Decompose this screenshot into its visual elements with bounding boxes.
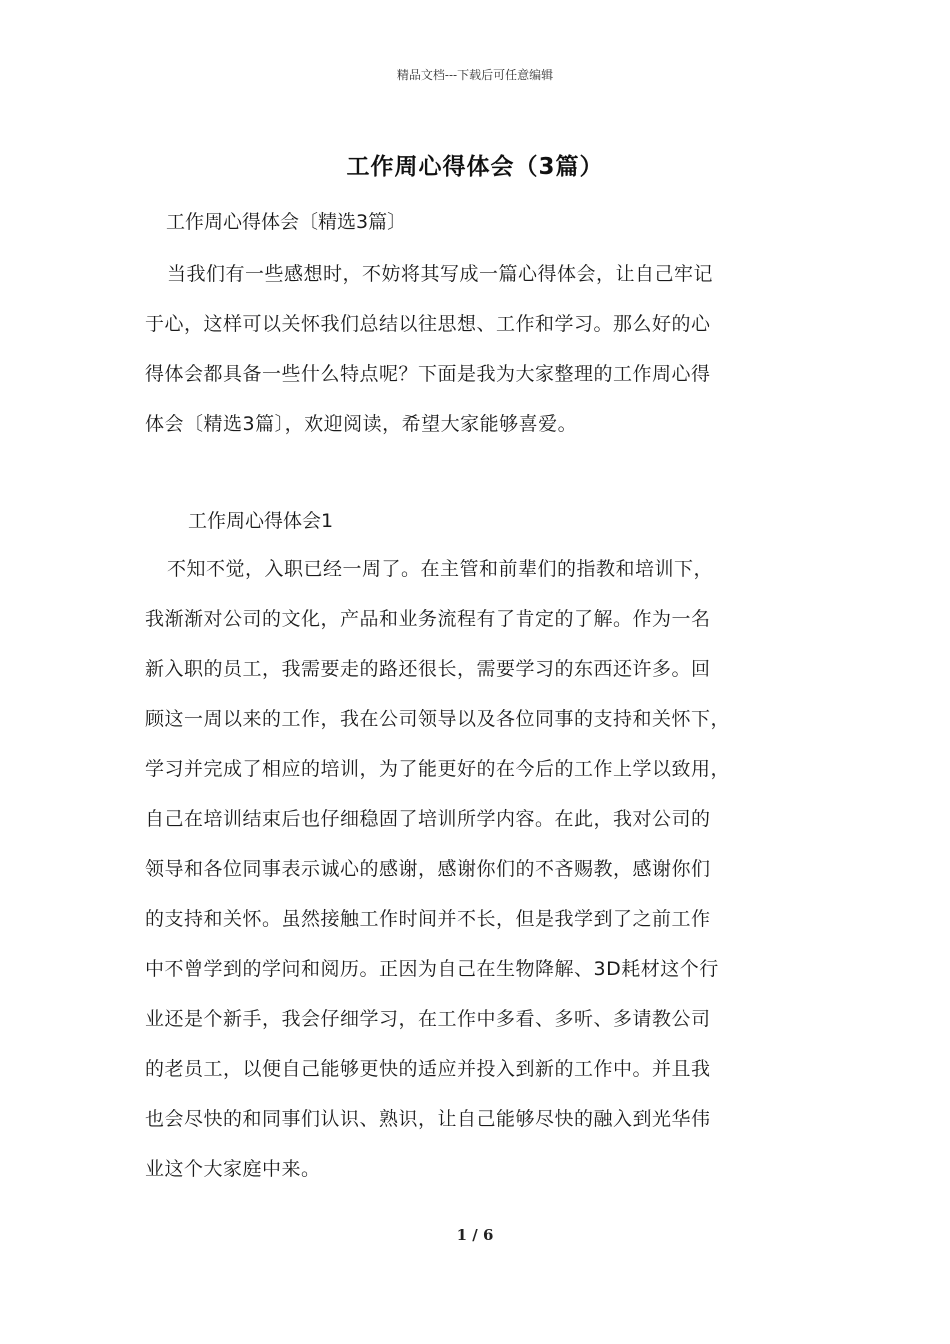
body-line: 的老员工，以便自己能够更快的适应并投入到新的工作中。并且我 <box>145 1058 711 1080</box>
intro-paragraph <box>145 249 825 449</box>
header-note: 精品文档---下载后可任意编辑 <box>396 68 554 82</box>
body-line: 顾这一周以来的工作，我在公司领导以及各位同事的支持和关怀下， <box>145 708 731 730</box>
body-line: 中不曾学到的学问和阅历。正因为自己在生物降解、3D耗材这个行 <box>145 958 719 980</box>
intro-line: 当我们有一些感想时，不妨将其写成一篇心得体会，让自己牢记 <box>167 263 714 285</box>
body-line: 业这个大家庭中来。 <box>145 1158 321 1180</box>
body-line: 学习并完成了相应的培训，为了能更好的在今后的工作上学以致用， <box>145 758 731 780</box>
page-number: 1 / 6 <box>456 1226 494 1244</box>
intro-line: 于心，这样可以关怀我们总结以往思想、工作和学习。那么好的心 <box>145 313 711 335</box>
body-line: 领导和各位同事表示诚心的感谢，感谢你们的不吝赐教，感谢你们 <box>145 858 711 880</box>
intro-line: 得体会都具备一些什么特点呢？下面是我为大家整理的工作周心得 <box>145 363 711 385</box>
body-line: 的支持和关怀。虽然接触工作时间并不长，但是我学到了之前工作 <box>145 908 711 930</box>
document-title: 工作周心得体会（3篇） <box>346 154 604 180</box>
section-heading: 工作周心得体会1 <box>188 510 334 532</box>
body-line: 我渐渐对公司的文化，产品和业务流程有了肯定的了解。作为一名 <box>145 608 711 630</box>
body-line: 新入职的员工，我需要走的路还很长，需要学习的东西还许多。回 <box>145 658 711 680</box>
document-subtitle: 工作周心得体会〔精选3篇〕 <box>166 211 407 233</box>
body-line: 不知不觉，入职已经一周了。在主管和前辈们的指教和培训下， <box>167 558 714 580</box>
section-1-paragraph <box>145 544 825 1194</box>
body-line: 也会尽快的和同事们认识、熟识，让自己能够尽快的融入到光华伟 <box>145 1108 711 1130</box>
body-line: 自己在培训结束后也仔细稳固了培训所学内容。在此，我对公司的 <box>145 808 711 830</box>
intro-line: 体会〔精选3篇〕，欢迎阅读，希望大家能够喜爱。 <box>145 413 578 435</box>
body-line: 业还是个新手，我会仔细学习，在工作中多看、多听、多请教公司 <box>145 1008 711 1030</box>
